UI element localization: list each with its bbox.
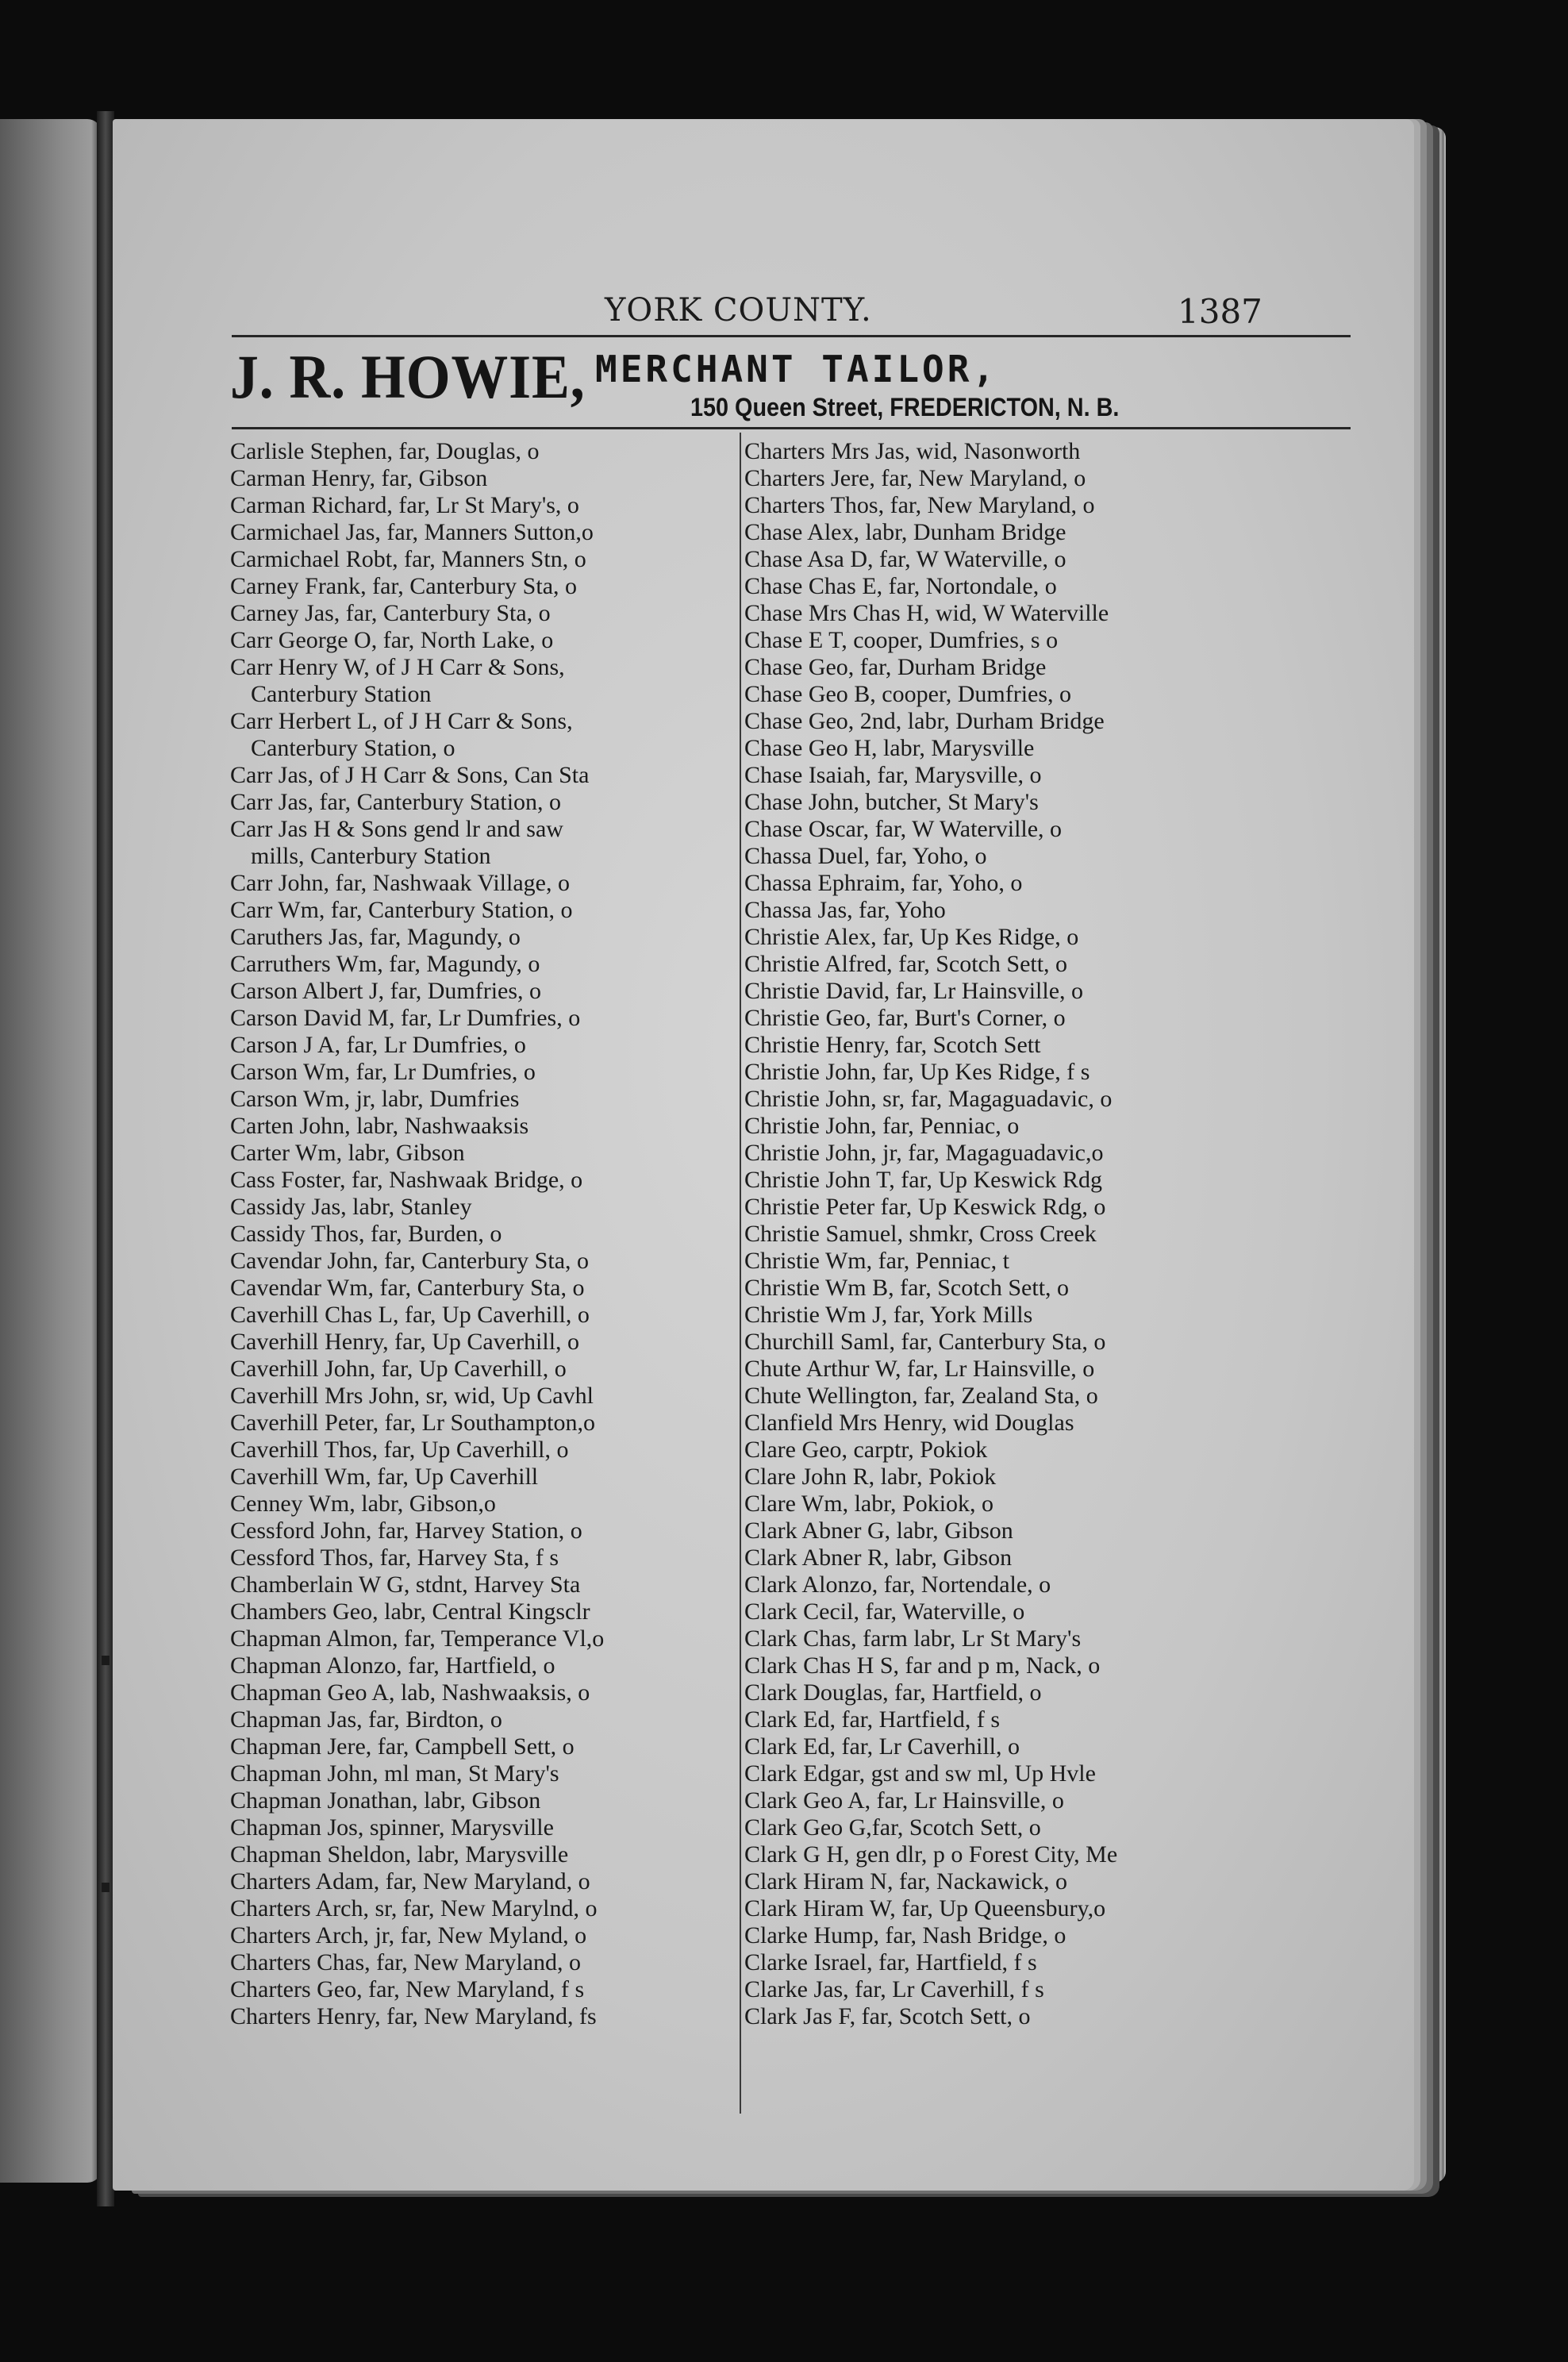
right-column	[744, 438, 1347, 2030]
directory-entry: Clark Ed, far, Lr Caverhill, o	[744, 1733, 1020, 1760]
directory-entry: Clanfield Mrs Henry, wid Douglas	[744, 1410, 1074, 1436]
directory-entry: Carson J A, far, Lr Dumfries, o	[230, 1032, 526, 1058]
directory-entry: Carney Jas, far, Canterbury Sta, o	[230, 600, 551, 626]
directory-entry: Clark Cecil, far, Waterville, o	[744, 1598, 1025, 1625]
directory-entry: mills, Canterbury Station	[251, 843, 491, 869]
directory-entry: Carney Frank, far, Canterbury Sta, o	[230, 573, 578, 599]
directory-entry: Christie John, far, Up Kes Ridge, f s	[744, 1059, 1090, 1085]
directory-entry: Carr John, far, Nashwaak Village, o	[230, 870, 570, 896]
column-divider	[740, 433, 741, 2114]
directory-entry: Carson Albert J, far, Dumfries, o	[230, 978, 542, 1004]
directory-entry: Clark Edgar, gst and sw ml, Up Hvle	[744, 1760, 1096, 1787]
directory-entry: Clarke Hump, far, Nash Bridge, o	[744, 1922, 1066, 1948]
directory-entry: Carr Jas, of J H Carr & Sons, Can Sta	[230, 762, 590, 788]
directory-entry: Charters Thos, far, New Maryland, o	[744, 492, 1095, 518]
directory-entry: Chassa Jas, far, Yoho	[744, 897, 946, 923]
directory-entry: Carlisle Stephen, far, Douglas, o	[230, 438, 540, 464]
directory-entry: Caverhill Henry, far, Up Caverhill, o	[230, 1329, 580, 1355]
directory-entry: Caverhill Mrs John, sr, wid, Up Cavhl	[230, 1383, 594, 1409]
directory-entry: Chase Geo, far, Durham Bridge	[744, 654, 1047, 680]
directory-entry: Carr Jas, far, Canterbury Station, o	[230, 789, 562, 815]
directory-entry: Chapman Jas, far, Birdton, o	[230, 1706, 502, 1733]
directory-entry: Carter Wm, labr, Gibson	[230, 1140, 465, 1166]
directory-entry: Carman Henry, far, Gibson	[230, 465, 488, 491]
directory-entry: Chapman Jere, far, Campbell Sett, o	[230, 1733, 575, 1760]
directory-entry: Clark Geo G,far, Scotch Sett, o	[744, 1814, 1041, 1841]
directory-entry: Carr George O, far, North Lake, o	[230, 627, 554, 653]
directory-entry: Christie Alex, far, Up Kes Ridge, o	[744, 924, 1079, 950]
directory-entry: Clare Geo, carptr, Pokiok	[744, 1437, 988, 1463]
directory-entry: Clark Abner G, labr, Gibson	[744, 1518, 1013, 1544]
directory-entry: Christie Wm, far, Penniac, t	[744, 1248, 1009, 1274]
directory-entry: Clark Chas H S, far and p m, Nack, o	[744, 1652, 1101, 1679]
directory-entry: Chamberlain W G, stdnt, Harvey Sta	[230, 1571, 581, 1598]
directory-entry: Clarke Israel, far, Hartfield, f s	[744, 1949, 1037, 1975]
page-stack-edge	[1414, 127, 1446, 2183]
directory-entry: Carruthers Wm, far, Magundy, o	[230, 951, 540, 977]
directory-entry: Chase John, butcher, St Mary's	[744, 789, 1039, 815]
directory-entry: Christie Geo, far, Burt's Corner, o	[744, 1005, 1066, 1031]
directory-entry: Carson David M, far, Lr Dumfries, o	[230, 1005, 581, 1031]
directory-entry: Caverhill Thos, far, Up Caverhill, o	[230, 1437, 569, 1463]
directory-entry: Chapman Alonzo, far, Hartfield, o	[230, 1652, 555, 1679]
directory-entry: Cassidy Jas, labr, Stanley	[230, 1194, 472, 1220]
directory-entry: Chute Wellington, far, Zealand Sta, o	[744, 1383, 1098, 1409]
directory-entry: Caverhill John, far, Up Caverhill, o	[230, 1356, 567, 1382]
directory-entry: Clark Geo A, far, Lr Hainsville, o	[744, 1787, 1064, 1814]
county-heading: YORK COUNTY.	[605, 292, 872, 329]
directory-entry: Carr Herbert L, of J H Carr & Sons,	[230, 708, 573, 734]
directory-entry: Carson Wm, jr, labr, Dumfries	[230, 1086, 520, 1112]
directory-entry: Canterbury Station, o	[251, 735, 455, 761]
directory-entry: Caruthers Jas, far, Magundy, o	[230, 924, 521, 950]
page-number: 1387	[1178, 292, 1262, 331]
directory-entry: Christie David, far, Lr Hainsville, o	[744, 978, 1084, 1004]
directory-entry: Clark Alonzo, far, Nortendale, o	[744, 1571, 1051, 1598]
directory-entry: Christie John T, far, Up Keswick Rdg	[744, 1167, 1102, 1193]
directory-entry: Chase Mrs Chas H, wid, W Waterville	[744, 600, 1109, 626]
directory-entry: Carman Richard, far, Lr St Mary's, o	[230, 492, 579, 518]
directory-entry: Carr Wm, far, Canterbury Station, o	[230, 897, 573, 923]
directory-entry: Chambers Geo, labr, Central Kingsclr	[230, 1598, 590, 1625]
directory-entry: Clarke Jas, far, Lr Caverhill, f s	[744, 1976, 1044, 2002]
directory-entry: Clark Abner R, labr, Gibson	[744, 1545, 1013, 1571]
directory-entry: Christie Peter far, Up Keswick Rdg, o	[744, 1194, 1106, 1220]
directory-entry: Chase E T, cooper, Dumfries, s o	[744, 627, 1059, 653]
header-rule	[232, 335, 1351, 337]
directory-entry: Chapman Sheldon, labr, Marysville	[230, 1841, 569, 1868]
directory-entry: Charters Adam, far, New Maryland, o	[230, 1868, 590, 1895]
directory-entry: Charters Henry, far, New Maryland, fs	[230, 2003, 597, 2029]
directory-entry: Chase Geo, 2nd, labr, Durham Bridge	[744, 708, 1105, 734]
directory-entry: Clark Ed, far, Hartfield, f s	[744, 1706, 1001, 1733]
adjacent-page-edge	[0, 119, 102, 2183]
directory-entry: Cass Foster, far, Nashwaak Bridge, o	[230, 1167, 583, 1193]
directory-entry: Chase Chas E, far, Nortondale, o	[744, 573, 1057, 599]
directory-entry: Charters Mrs Jas, wid, Nasonworth	[744, 438, 1081, 464]
directory-entry: Clark Hiram N, far, Nackawick, o	[744, 1868, 1067, 1895]
directory-entry: Chute Arthur W, far, Lr Hainsville, o	[744, 1356, 1095, 1382]
directory-entry: Chase Geo B, cooper, Dumfries, o	[744, 681, 1072, 707]
advert-name: J. R. HOWIE,	[230, 342, 586, 411]
directory-entry: Cenney Wm, labr, Gibson,o	[230, 1491, 496, 1517]
directory-entry: Carson Wm, far, Lr Dumfries, o	[230, 1059, 536, 1085]
directory-entry: Clare Wm, labr, Pokiok, o	[744, 1491, 994, 1517]
left-column	[230, 438, 738, 2030]
directory-entry: Clare John R, labr, Pokiok	[744, 1464, 997, 1490]
advert-trade: MERCHANT TAILOR,	[595, 348, 998, 390]
directory-entry: Cessford Thos, far, Harvey Sta, f s	[230, 1545, 559, 1571]
directory-entry: Carten John, labr, Nashwaaksis	[230, 1113, 529, 1139]
directory-entry: Christie Samuel, shmkr, Cross Creek	[744, 1221, 1097, 1247]
book-gutter	[97, 111, 114, 2206]
directory-entry: Christie Wm B, far, Scotch Sett, o	[744, 1275, 1070, 1301]
directory-entry: Chapman Jos, spinner, Marysville	[230, 1814, 554, 1841]
directory-entry: Chase Isaiah, far, Marysville, o	[744, 762, 1042, 788]
directory-entry: Chassa Ephraim, far, Yoho, o	[744, 870, 1023, 896]
directory-entry: Charters Arch, jr, far, New Myland, o	[230, 1922, 587, 1948]
directory-entry: Clark Chas, farm labr, Lr St Mary's	[744, 1625, 1082, 1652]
directory-entry: Chapman Geo A, lab, Nashwaaksis, o	[230, 1679, 590, 1706]
directory-entry: Chassa Duel, far, Yoho, o	[744, 843, 987, 869]
directory-entry: Chapman Almon, far, Temperance Vl,o	[230, 1625, 605, 1652]
directory-entry: Chapman Jonathan, labr, Gibson	[230, 1787, 541, 1814]
directory-entry: Clark Jas F, far, Scotch Sett, o	[744, 2003, 1031, 2029]
directory-entry: Charters Jere, far, New Maryland, o	[744, 465, 1086, 491]
directory-entry: Carr Jas H & Sons gend lr and saw	[230, 816, 563, 842]
directory-entry: Churchill Saml, far, Canterbury Sta, o	[744, 1329, 1106, 1355]
directory-entry: Cessford John, far, Harvey Station, o	[230, 1518, 582, 1544]
directory-entry: Chapman John, ml man, St Mary's	[230, 1760, 559, 1787]
directory-entry: Christie John, jr, far, Magaguadavic,o	[744, 1140, 1104, 1166]
directory-entry: Carmichael Robt, far, Manners Stn, o	[230, 546, 586, 572]
directory-entry: Christie John, sr, far, Magaguadavic, o	[744, 1086, 1113, 1112]
directory-entry: Chase Alex, labr, Dunham Bridge	[744, 519, 1066, 545]
directory-entry: Christie John, far, Penniac, o	[744, 1113, 1020, 1139]
directory-entry: Clark Douglas, far, Hartfield, o	[744, 1679, 1042, 1706]
directory-entry: Cavendar John, far, Canterbury Sta, o	[230, 1248, 590, 1274]
directory-entry: Cavendar Wm, far, Canterbury Sta, o	[230, 1275, 585, 1301]
directory-entry: Charters Arch, sr, far, New Marylnd, o	[230, 1895, 598, 1922]
directory-entry: Charters Chas, far, New Maryland, o	[230, 1949, 582, 1975]
directory-entry: Caverhill Wm, far, Up Caverhill	[230, 1464, 539, 1490]
directory-entry: Clark G H, gen dlr, p o Forest City, Me	[744, 1841, 1118, 1868]
directory-entry: Caverhill Peter, far, Lr Southampton,o	[230, 1410, 595, 1436]
directory-entry: Chase Geo H, labr, Marysville	[744, 735, 1035, 761]
directory-entry: Christie Wm J, far, York Mills	[744, 1302, 1033, 1328]
directory-entry: Caverhill Chas L, far, Up Caverhill, o	[230, 1302, 590, 1328]
directory-entry: Carmichael Jas, far, Manners Sutton,o	[230, 519, 594, 545]
directory-entry: Christie Henry, far, Scotch Sett	[744, 1032, 1041, 1058]
directory-entry: Chase Asa D, far, W Waterville, o	[744, 546, 1066, 572]
directory-entry: Charters Geo, far, New Maryland, f s	[230, 1976, 585, 2002]
advert-rule	[232, 427, 1351, 429]
directory-entry: Chase Oscar, far, W Waterville, o	[744, 816, 1063, 842]
directory-entry: Canterbury Station	[251, 681, 432, 707]
directory-entry: Christie Alfred, far, Scotch Sett, o	[744, 951, 1068, 977]
binding-mark	[102, 1883, 110, 1892]
directory-entry: Cassidy Thos, far, Burden, o	[230, 1221, 502, 1247]
binding-mark	[102, 1656, 110, 1665]
directory-entry: Carr Henry W, of J H Carr & Sons,	[230, 654, 565, 680]
directory-entry: Clark Hiram W, far, Up Queensbury,o	[744, 1895, 1106, 1922]
directory-page	[113, 119, 1414, 2191]
advert-address: 150 Queen Street, FREDERICTON, N. B.	[690, 393, 1120, 421]
